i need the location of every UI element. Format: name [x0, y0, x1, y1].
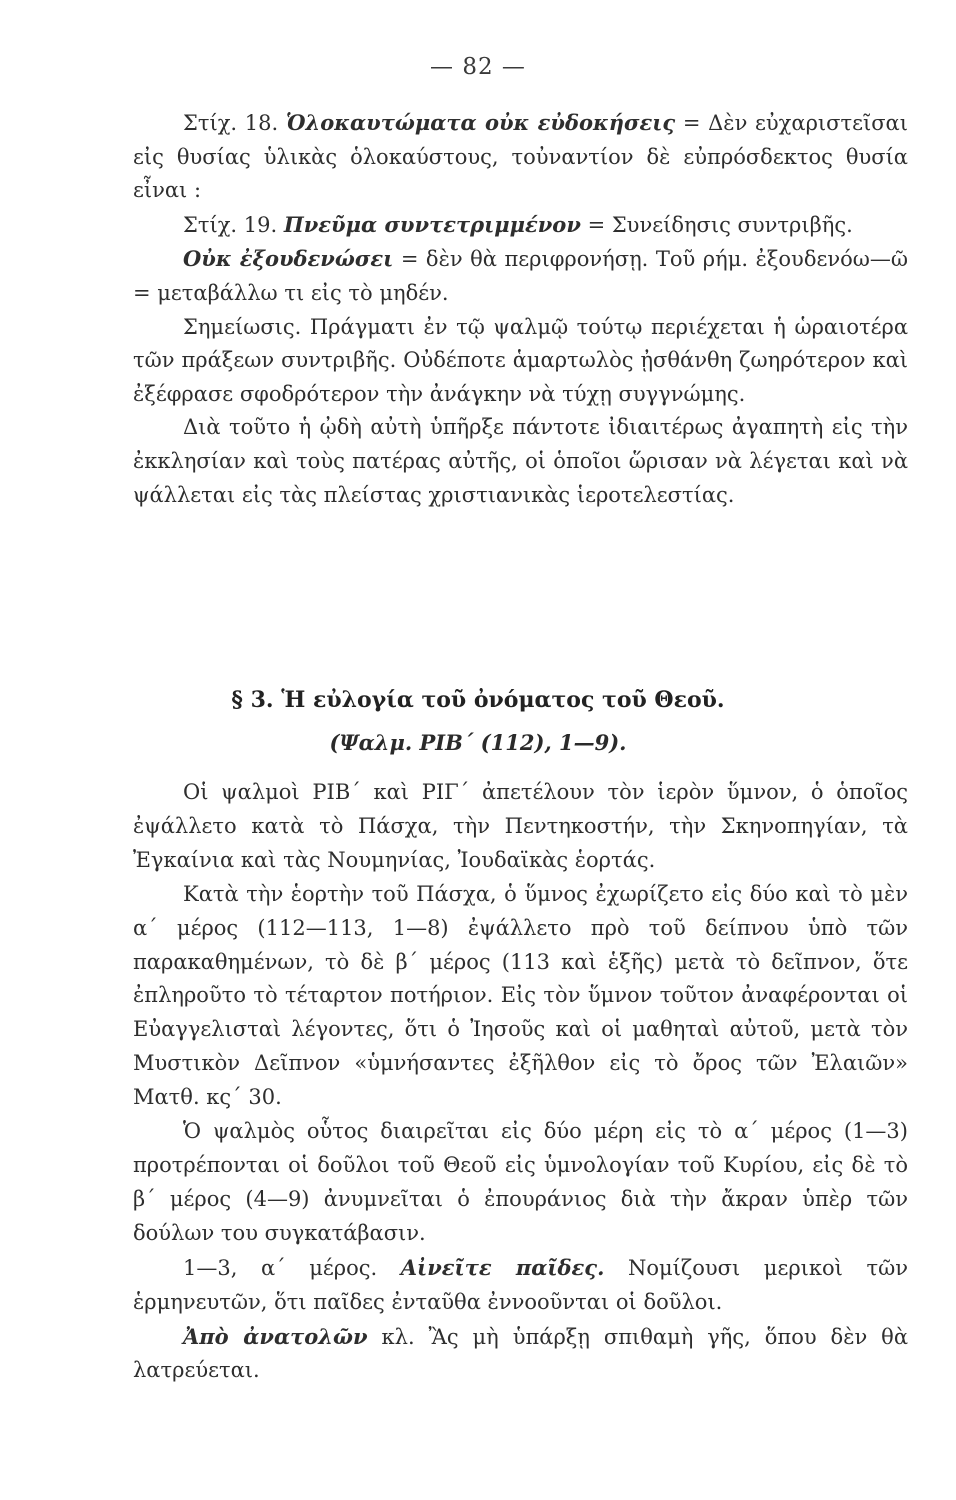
paragraph-verse-19 — [133, 208, 908, 243]
verse-ref: Στίχ. 19. — [183, 212, 284, 237]
verse-gloss: Νομίζουσι μερικοὶ τῶν ἑρμηνευτῶν, ὅτι παῖδες ἐνταῦθα ἐννοοῦνται οἱ δοῦλοι. — [133, 1255, 908, 1314]
page-number: — 82 — — [430, 54, 526, 80]
verse-gloss: = Συνείδησις συντριβῆς. — [580, 212, 853, 237]
verse-term: Ἀπὸ ἀνατολῶν — [183, 1323, 368, 1349]
lower-text-block — [133, 776, 908, 1388]
paragraph-verses-1-3 — [133, 1251, 908, 1320]
paragraph-ouk-exoudenosei — [133, 242, 908, 310]
upper-text-block — [133, 106, 908, 512]
paragraph-verse-18 — [133, 106, 908, 208]
paragraph-hymn-intro: Οἱ ψαλμοὶ ΡΙΒ΄ καὶ ΡΙΓ΄ ἀπετέλουν τὸν ἱερὸν ὕμνον, ὁ ὁποῖος ἐψάλλετο κατὰ τὸ Πάσχα, τὴν Πεντηκοστήν, τὴν Σκηνοπηγίαν, τὰ Ἐγκαίνια καὶ τὰς Νουμηνίας, Ἰουδαϊκὰς ἑορτάς. — [133, 780, 908, 872]
verse-term: Οὐκ ἐξουδενώσει — [183, 246, 394, 272]
section-subheading: (Ψαλμ. ΡΙΒ΄ (112), 1—9). — [329, 730, 627, 755]
paragraph-note: Σημείωσις. Πράγματι ἐν τῷ ψαλμῷ τούτῳ περιέχεται ἡ ὡραιοτέρα τῶν πράξεων συντριβῆς. Οὐδέποτε ἁμαρτωλὸς ᾐσθάνθη ζωηρότερον καὶ ἐξέφρασε σφοδρότερον τὴν ἀνάγκην νὰ τύχῃ συγγνώμης. — [133, 314, 908, 406]
verse-gloss: = δὲν θὰ περιφρονήσῃ. Τοῦ ρήμ. ἐξουδενόω—ῶ = μεταβάλλω τι εἰς τὸ μηδέν. — [133, 247, 908, 305]
verse-ref: 1—3, α΄ μέρος. — [183, 1255, 401, 1280]
verse-ref: Στίχ. 18. — [183, 111, 286, 135]
paragraph-church-use: Διὰ τοῦτο ἡ ᾠδὴ αὐτὴ ὑπῆρξε πάντοτε ἰδιαιτέρως ἀγαπητὴ εἰς τὴν ἐκκλησίαν καὶ τοὺς πατέρας αὐτῆς, οἱ ὁποῖοι ὥρισαν νὰ λέγεται καὶ νὰ ψάλλεται εἰς τὰς πλείστας χριστιανικὰς ἱεροτελεστίας. — [133, 415, 908, 507]
paragraph-division: Ὁ ψαλμὸς οὗτος διαιρεῖται εἰς δύο μέρη εἰς τὸ α΄ μέρος (1—3) προτρέπονται οἱ δοῦλοι τοῦ Θεοῦ εἰς ὑμνολογίαν τοῦ Κυρίου, εἰς δὲ τὸ β΄ μέρος (4—9) ἀνυμνεῖται ὁ ἐπουράνιος διὰ τὴν ἄκραν ὑπὲρ τῶν δούλων του συγκατάβασιν. — [133, 1119, 908, 1245]
verse-term: Πνεῦμα συντετριμμένον — [283, 211, 581, 237]
verse-gloss: κλ. Ἂς μὴ ὑπάρξῃ σπιθαμὴ γῆς, ὅπου δὲν θὰ λατρεύεται. — [133, 1324, 908, 1383]
verse-term: Αἰνεῖτε παῖδες. — [400, 1254, 605, 1280]
verse-gloss: = Δὲν εὐχαριστεῖσαι εἰς θυσίας ὑλικὰς ὁλοκαύστους, τοὐναντίον δὲ εὐπρόσδεκτος θυσία εἶναι : — [133, 111, 908, 203]
section-heading: § 3. Ἡ εὐλογία τοῦ ὀνόματος τοῦ Θεοῦ. — [231, 687, 725, 713]
paragraph-passover: Κατὰ τὴν ἑορτὴν τοῦ Πάσχα, ὁ ὕμνος ἐχωρίζετο εἰς δύο καὶ τὸ μὲν α΄ μέρος (112—113, 1—8) ἐψάλλετο πρὸ τοῦ δείπνου ὑπὸ τῶν παρακαθημένων, τὸ δὲ β΄ μέρος (113 καὶ ἑξῆς) μετὰ τὸ δεῖπνον, ὅτε ἐπληροῦτο τὸ τέταρτον ποτήριον. Εἰς τὸν ὕμνον τοῦτον ἀναφέρονται οἱ Εὐαγγελισταὶ λέγοντες, ὅτι ὁ Ἰησοῦς καὶ οἱ μαθηταὶ αὐτοῦ, μετὰ τὸν Μυστικὸν Δεῖπνον «ὑμνήσαντες ἐξῆλθον εἰς τὸ ὄρος τῶν Ἐλαιῶν» Ματθ. κς΄ 30. — [133, 881, 908, 1110]
paragraph-apo-anatolon — [133, 1320, 908, 1389]
verse-term: Ὁλοκαυτώματα οὐκ εὐδοκήσεις — [285, 110, 676, 135]
